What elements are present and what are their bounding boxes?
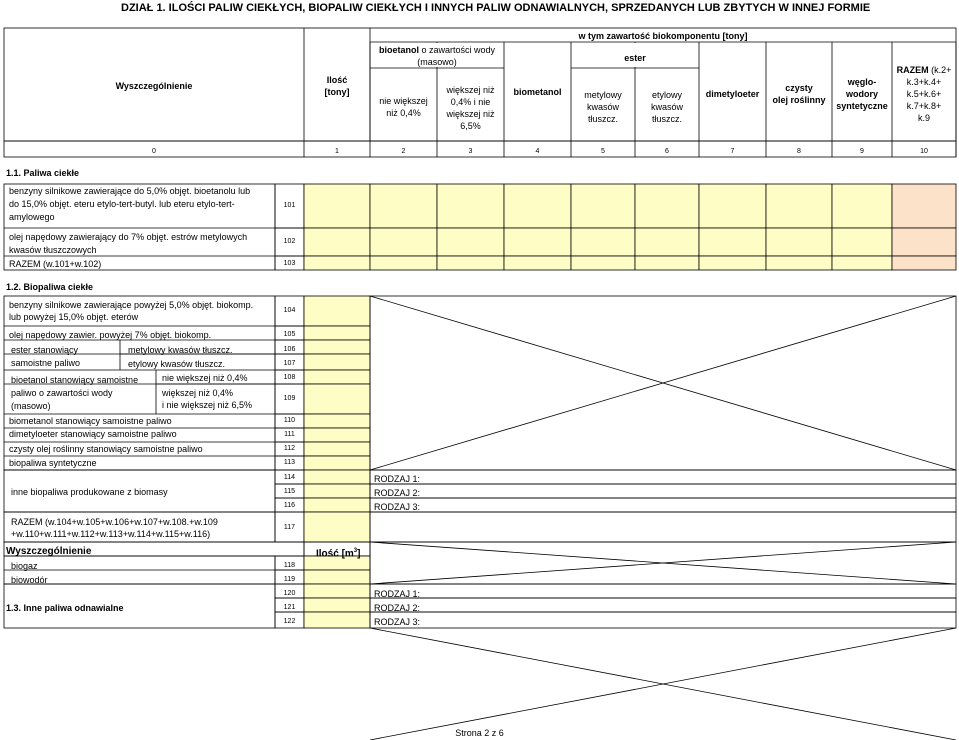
row-number-105: 105 xyxy=(283,331,296,338)
row-114-rodzaj-cell[interactable] xyxy=(370,470,956,484)
row-110-ilosc-cell[interactable] xyxy=(304,414,370,428)
row-number-101: 101 xyxy=(283,202,296,209)
wyszczegolnienie-2-heading: Wyszczególnienie xyxy=(6,546,92,557)
header-razem-line5: k.9 xyxy=(917,113,930,123)
row-116-rodzaj-cell[interactable] xyxy=(370,498,956,512)
row-102-col-2-cell[interactable] xyxy=(370,228,437,256)
row-114-ilosc-cell[interactable] xyxy=(304,470,370,484)
row-number-108: 108 xyxy=(283,374,296,381)
row-103-col-8-cell[interactable] xyxy=(766,256,832,270)
row-number-118: 118 xyxy=(283,562,296,569)
ester-group-label-line1: ester stanowiący xyxy=(11,345,79,355)
header-dimetyloeter: dimetyloeter xyxy=(705,89,760,99)
row-number-113: 113 xyxy=(283,459,296,466)
row-102-col-9-cell[interactable] xyxy=(832,228,892,256)
header-razem-line2: k.3+k.4+ xyxy=(906,77,942,87)
row-102-ilosc-cell[interactable] xyxy=(304,228,370,256)
row-117-blank-cell xyxy=(370,512,956,542)
row-102-label-line2: kwasów tłuszczowych xyxy=(9,245,97,255)
row-107-label: etylowy kwasów tłuszcz. xyxy=(128,359,226,369)
bioetanol-group-label-line2: paliwo o zawartości wody xyxy=(11,388,113,398)
row-103-col-6-cell[interactable] xyxy=(635,256,699,270)
header-wyszczegolnienie: Wyszczególnienie xyxy=(115,81,193,91)
header-weglo-line2: wodory xyxy=(845,89,878,99)
row-119-ilosc-cell[interactable] xyxy=(304,570,370,584)
section-1-1-heading: 1.1. Paliwa ciekłe xyxy=(6,168,80,178)
header-razem-line1: RAZEM (k.2+ xyxy=(896,65,952,75)
row-number-110: 110 xyxy=(283,417,296,424)
row-number-115: 115 xyxy=(283,488,296,495)
column-number-8: 8 xyxy=(797,148,801,155)
row-120-ilosc-cell[interactable] xyxy=(304,584,370,598)
row-101-col-3-cell[interactable] xyxy=(437,184,504,228)
row-number-111: 111 xyxy=(284,431,295,438)
header-col6-line3: tłuszcz. xyxy=(651,114,682,124)
row-102-col-6-cell[interactable] xyxy=(635,228,699,256)
row-109-label-line2: i nie większej niż 6,5% xyxy=(162,400,253,410)
header-ilosc-unit: [tony] xyxy=(324,87,350,97)
row-102-label-line1: olej napędowy zawierający do 7% objęt. estrów metylowych xyxy=(9,232,248,242)
row-number-104: 104 xyxy=(283,307,296,314)
row-113-ilosc-cell[interactable] xyxy=(304,456,370,470)
header-czysty-line1: czysty xyxy=(785,83,813,93)
row-121-rodzaj[interactable]: RODZAJ 2: xyxy=(374,603,421,613)
row-number-112: 112 xyxy=(283,445,296,452)
header-weglo-line3: syntetyczne xyxy=(836,101,888,111)
row-115-rodzaj[interactable]: RODZAJ 2: xyxy=(374,488,421,498)
row-106-label: metylowy kwasów tłuszcz. xyxy=(128,345,233,355)
row-number-117: 117 xyxy=(283,524,296,531)
row-101-col-9-cell[interactable] xyxy=(832,184,892,228)
bioetanol-group-label-line1: bioetanol stanowiący samoistne xyxy=(11,375,139,385)
column-number-10: 10 xyxy=(920,148,928,155)
row-number-120: 120 xyxy=(283,590,296,597)
row-number-107: 107 xyxy=(283,360,296,367)
row-121-rodzaj-cell[interactable] xyxy=(370,598,956,612)
row-101-label-line1: benzyny silnikowe zawierające do 5,0% objęt. bioetanolu lub xyxy=(9,186,251,196)
row-102-col-3-cell[interactable] xyxy=(437,228,504,256)
column-number-3: 3 xyxy=(468,148,473,155)
page-footer: Strona 2 z 6 xyxy=(455,728,504,738)
row-103-col-9-cell[interactable] xyxy=(832,256,892,270)
row-105-label: olej napędowy zawier. powyżej 7% objęt. biokomp. xyxy=(9,330,212,340)
header-col2-line1: nie większej xyxy=(379,96,428,106)
page-title: DZIAŁ 1. ILOŚCI PALIW CIEKŁYCH, BIOPALIW CIEKŁYCH I INNYCH PALIW ODNAWIALNYCH, SPRZEDANYCH LUB ZBYTYCH W INNEJ FORMIE xyxy=(121,2,871,14)
row-102-col-4-cell[interactable] xyxy=(504,228,571,256)
header-biometanol: biometanol xyxy=(513,87,562,97)
row-102-col-7-cell[interactable] xyxy=(699,228,766,256)
row-101-ilosc-cell[interactable] xyxy=(304,184,370,228)
row-101-col-6-cell[interactable] xyxy=(635,184,699,228)
header-weglo-line1: węglo- xyxy=(847,77,877,87)
row-122-ilosc-cell[interactable] xyxy=(304,612,370,628)
row-112-label: czysty olej roślinny stanowiący samoistne paliwo xyxy=(9,444,203,454)
row-120-rodzaj-cell[interactable] xyxy=(370,584,956,598)
row-103-col-3-cell[interactable] xyxy=(437,256,504,270)
header-col5-line1: metylowy xyxy=(584,90,622,100)
column-number-4: 4 xyxy=(535,148,540,155)
row-105-ilosc-cell[interactable] xyxy=(304,326,370,340)
column-number-6: 6 xyxy=(665,148,669,155)
column-number-7: 7 xyxy=(730,148,735,155)
row-113-label: biopaliwa syntetyczne xyxy=(9,458,97,468)
row-114-116-label: inne biopaliwa produkowane z biomasy xyxy=(11,487,168,497)
row-112-ilosc-cell[interactable] xyxy=(304,442,370,456)
header-col5-line3: tłuszcz. xyxy=(587,114,618,124)
row-120-rodzaj[interactable]: RODZAJ 1: xyxy=(374,589,421,599)
header-col6-line1: etylowy xyxy=(651,90,682,100)
column-number-2: 2 xyxy=(401,148,406,155)
row-101-col-7-cell[interactable] xyxy=(699,184,766,228)
row-106-ilosc-cell[interactable] xyxy=(304,340,370,354)
column-number-9: 9 xyxy=(860,148,864,155)
section-1-2-heading: 1.2. Biopaliwa ciekłe xyxy=(6,282,94,292)
header-col5-line2: kwasów xyxy=(586,102,619,112)
row-119-label: biowodór xyxy=(11,575,48,585)
row-102-col-5-cell[interactable] xyxy=(571,228,635,256)
row-108-label: nie większej niż 0,4% xyxy=(162,373,248,383)
row-115-rodzaj-cell[interactable] xyxy=(370,484,956,498)
row-103-col-4-cell[interactable] xyxy=(504,256,571,270)
row-122-rodzaj-cell[interactable] xyxy=(370,612,956,628)
row-103-col-5-cell[interactable] xyxy=(571,256,635,270)
row-101-col-8-cell[interactable] xyxy=(766,184,832,228)
row-108-ilosc-cell[interactable] xyxy=(304,370,370,384)
header-col3-line2: 0,4% i nie xyxy=(450,97,491,107)
row-number-102: 102 xyxy=(283,238,296,245)
row-102-col-8-cell[interactable] xyxy=(766,228,832,256)
row-121-ilosc-cell[interactable] xyxy=(304,598,370,612)
header-col3-line4: 6,5% xyxy=(460,121,481,131)
header-col6-line2: kwasów xyxy=(650,102,683,112)
row-101-label-line3: amylowego xyxy=(9,212,55,222)
section-1-3-heading: 1.3. Inne paliwa odnawialne xyxy=(6,603,124,613)
row-number-103: 103 xyxy=(283,260,296,267)
row-111-label: dimetyloeter stanowiący samoistne paliwo xyxy=(9,429,177,439)
row-number-114: 114 xyxy=(283,474,296,481)
ester-group-label-line2: samoistne paliwo xyxy=(11,358,81,368)
row-number-119: 119 xyxy=(283,576,296,583)
header-ilosc: Ilość xyxy=(326,75,348,85)
header-bioetanol-group: bioetanol o zawartości wody xyxy=(378,45,496,55)
row-104-label-line1: benzyny silnikowe zawierające powyżej 5,0% objęt. biokomp. xyxy=(9,300,254,310)
header-razem-line4: k.7+k.8+ xyxy=(906,101,942,111)
row-103-col-7-cell[interactable] xyxy=(699,256,766,270)
row-101-col-5-cell[interactable] xyxy=(571,184,635,228)
bioetanol-group-label-line3: (masowo) xyxy=(11,401,51,411)
column-number-5: 5 xyxy=(601,148,605,155)
column-number-1: 1 xyxy=(335,148,339,155)
row-102-col-10-cell[interactable] xyxy=(892,228,956,256)
row-110-label: biometanol stanowiący samoistne paliwo xyxy=(9,416,172,426)
row-109-ilosc-cell[interactable] xyxy=(304,384,370,414)
header-w-tym: w tym zawartość biokomponentu [tony] xyxy=(578,31,748,41)
header-razem-line3: k.5+k.6+ xyxy=(906,89,942,99)
row-117-label-line1: RAZEM (w.104+w.105+w.106+w.107+w.108.+w.109 xyxy=(11,517,218,527)
row-103-ilosc-cell[interactable] xyxy=(304,256,370,270)
row-103-col-2-cell[interactable] xyxy=(370,256,437,270)
row-number-106: 106 xyxy=(283,346,296,353)
row-101-col-2-cell[interactable] xyxy=(370,184,437,228)
row-104-ilosc-cell[interactable] xyxy=(304,296,370,326)
row-103-label: RAZEM (w.101+w.102) xyxy=(9,259,102,269)
row-103-col-10-cell[interactable] xyxy=(892,256,956,270)
row-number-109: 109 xyxy=(283,395,296,402)
row-107-ilosc-cell[interactable] xyxy=(304,354,370,370)
ilosc-m3-heading: Ilość $[m^3]$ xyxy=(316,548,361,560)
row-114-rodzaj[interactable]: RODZAJ 1: xyxy=(374,474,421,484)
row-number-121: 121 xyxy=(283,604,296,611)
row-101-col-10-cell[interactable] xyxy=(892,184,956,228)
column-number-0: 0 xyxy=(152,148,156,155)
row-117-label-line2: +w.110+w.111+w.112+w.113+w.114+w.115+w.116) xyxy=(11,529,211,539)
header-ester: ester xyxy=(624,53,646,63)
row-117-ilosc-cell[interactable] xyxy=(304,512,370,542)
row-115-ilosc-cell[interactable] xyxy=(304,484,370,498)
row-122-rodzaj[interactable]: RODZAJ 3: xyxy=(374,617,421,627)
row-104-label-line2: lub powyżej 15,0% objęt. eterów xyxy=(9,312,139,322)
header-czysty-line2: olej roślinny xyxy=(772,95,826,105)
row-116-rodzaj[interactable]: RODZAJ 3: xyxy=(374,502,421,512)
row-111-ilosc-cell[interactable] xyxy=(304,428,370,442)
row-118-label: biogaz xyxy=(11,561,38,571)
header-col3-line1: większej niż xyxy=(446,85,495,95)
row-101-col-4-cell[interactable] xyxy=(504,184,571,228)
row-101-label-line2: do 15,0% objęt. eteru etylo-tert-butyl. lub eteru etylo-tert- xyxy=(9,199,235,209)
header-col2-line2: niż 0,4% xyxy=(386,108,421,118)
row-number-116: 116 xyxy=(283,502,296,509)
row-109-label-line1: większej niż 0,4% xyxy=(162,388,234,398)
header-col3-line3: większej niż xyxy=(446,109,495,119)
row-number-122: 122 xyxy=(283,618,296,625)
header-bioetanol-group-masowo: (masowo) xyxy=(417,57,457,67)
row-116-ilosc-cell[interactable] xyxy=(304,498,370,512)
